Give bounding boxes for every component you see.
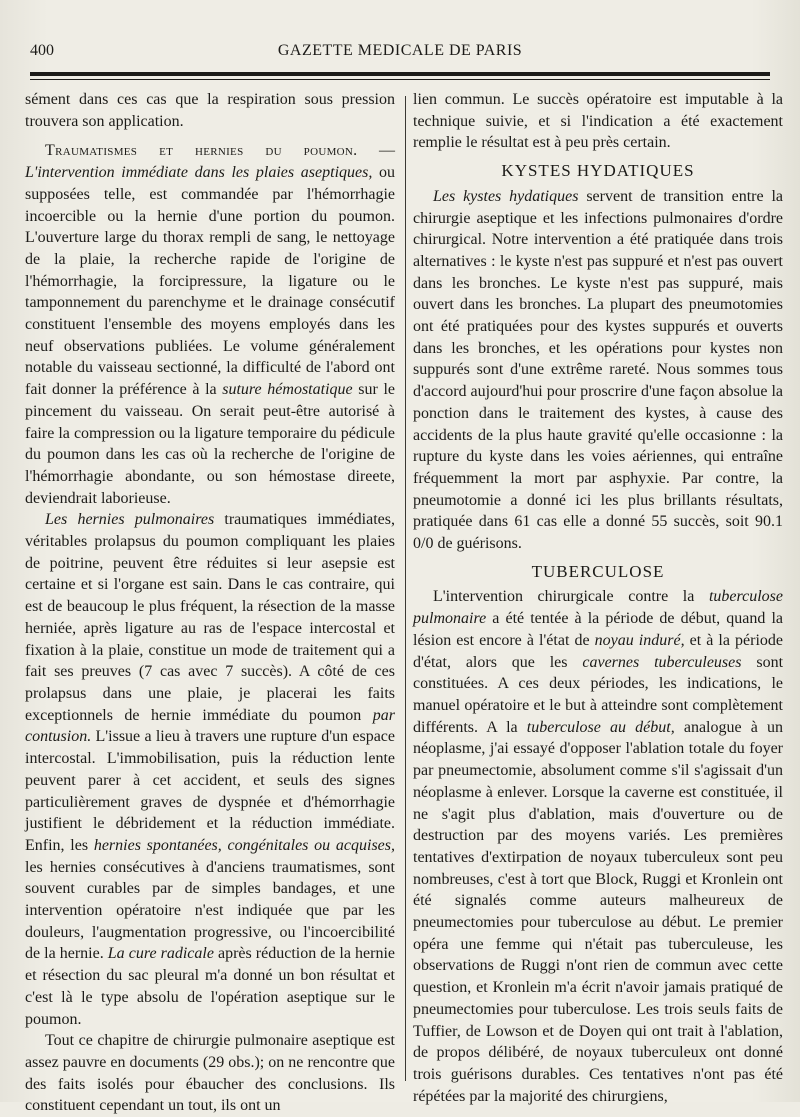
column-divider — [405, 96, 406, 1081]
italic-run: La cure radicale — [107, 945, 214, 963]
italic-run: L'intervention immédiate dans les plaies aseptiques, — [25, 164, 373, 182]
text-run: ou supposées telle, est commandée par l'hémorrhagie incoercible ou la hernie d'une portion du poumon. L'ouverture large du thorax rempli de sang, le nettoyage de la plaie, la recherche rapide de l'origine de l'hémorrhagie, la forcipressure, la ligature ou le tamponnement du parenchyme et le drainage consécutif constituent l'ensemble des moyens employés dans les neuf observations publiées. Le volume généralement notable du vaisseau sectionné, la difficulté de l'abord ont fait donner la préférence à la — [25, 164, 396, 399]
text-run: sont constituées. A ces deux périodes, les indications, le manuel opératoire et le but à atteindre sont complètement différents. A la — [413, 653, 784, 736]
italic-run: tuberculose pulmonaire — [413, 588, 783, 628]
text-run: analogue à un néoplasme, j'ai essayé d'opposer l'ablation totale du foyer par pneumectomie, absolument comme s'il s'agissait d'un néoplasme à enlever. Lorsque la caverne est constituée, il ne s'agit plus d'ablation, mais d'ouverture ou de destruction par des moyens variés. Les premières tentatives d'extirpation de noyaux tuberculeux sont peu nombreuses, c'est à tort que Block, Ruggi et Kronlein ont été signalés comme auteurs malheureux de pneumectomies pour tuberculose au début. Le premier opéra une femme qui n'était pas tuberculeuse, les observations de Ruggi n'ont rien de commun avec cette question, et Kronlein m'a écrit n'avoir jamais pratiqué de pneumectomies pour tuberculose. Les trois seuls faits de Tuffier, de Lowson et de Doyen qui ont trait à l'ablation, de propos délibéré, de noyaux tuberculeux ont donné trois guérisons durables. Ces tentatives n'ont pas été répétées par la majorité des chirurgiens, — [413, 718, 783, 1105]
paragraph-hernies — [25, 509, 395, 1030]
header-rule-thin — [30, 79, 770, 80]
right-column — [413, 89, 783, 1107]
header-rule-thick — [30, 72, 770, 76]
text-run: sément dans ces cas que la respiration sous pression trouvera son application. — [25, 91, 395, 130]
text-run: les hernies consécutives à d'anciens traumatismes, sont souvent curables par de simples bandages, et une intervention opératoire n'est indiquée que par les douleurs, l'augmentation progressive, ou l'incoercibilité de la hernie. — [25, 858, 395, 963]
paragraph-tuberculose — [413, 586, 783, 1107]
paragraph — [25, 1030, 395, 1117]
italic-run: cavernes tuberculeuses — [582, 653, 742, 671]
text-run: après réduction de la hernie et résection du sac pleural m'a donné un bon résultat et c'est là le type absolu de l'opération aseptique sur le poumon. — [25, 945, 395, 1028]
section-heading-tuberculose: TUBERCULOSE — [531, 561, 665, 581]
text-run: L'issue a lieu à travers une rupture d'un espace intercostal. L'immobilisation, puis la réduction lente peuvent parer à cet accident, et seuls des signes particulièrement graves de dyspnée et d'hémorrhagie justifient le débridement et la réduction immédiate. Enfin, les — [25, 728, 395, 854]
page-number: 400 — [30, 42, 54, 59]
paragraph — [25, 89, 395, 132]
italic-run: noyau induré, — [594, 631, 685, 649]
left-column — [25, 89, 395, 1117]
section-heading-kystes: KYSTES HYDATIQUES — [501, 161, 695, 181]
running-header — [0, 34, 800, 64]
text-run: a été tentée à la période de début, quand la lésion est encore à l'état de — [413, 610, 783, 649]
text-run: servent de transition entre la chirurgie aseptique et les infections pulmonaires d'ordre chirurgical. Notre intervention a été pratiquée dans trois alternatives : le kyste n'est pas suppuré et n'est pas ouvert dans les bronches. Le kyste n'est pas suppuré, mais ouvert dans les bronches. La plupart des pneumotomies ont été pratiquées pour des kystes suppurés et ouverts dans les bronches, et les opérations pour kystes non suppurés sont d'une extrême rareté. Nous sommes tous d'accord aujourd'hui pour proscrire d'une façon absolue la ponction dans le traitement des kystes, à cause des accidents de la plus haute gravité qu'elle occasionne : la rupture du kyste dans les voies aériennes, qui entraîne fréquemment la mort par asphyxie. Par contre, la pneumotomie a donné ici les plus brillants résultats, pratiquée dans 61 cas elle a donné 55 succès, soit 90.1 0/0 de guérisons. — [413, 187, 784, 553]
paragraph-kystes — [413, 186, 783, 555]
italic-run: tuberculose au début, — [526, 718, 675, 736]
text-run: sur le pincement du vaisseau. On serait peut-être autorisé à faire la compression ou la ligature temporaire du pédicule du poumon dans les cas où la recherche de l'origine de l'hémorrhagie abondante, ou son hémostase direete, deviendrait laborieuse. — [25, 381, 395, 507]
text-run: lien commun. Le succès opératoire est imputable à la technique suivie, et si l'indication a été exactement remplie le résultat est à peu près certain. — [413, 91, 783, 152]
italic-run: suture hémostatique — [222, 381, 353, 399]
text-run: L'intervention chirurgicale contre la — [433, 588, 709, 606]
text-run: et à la période d'état, alors que les — [413, 631, 784, 671]
italic-run: hernies spontanées, congénitales ou acquises, — [93, 836, 395, 854]
text-run: traumatiques immédiates, véritables prolapsus du poumon compliquant les plaies de poitrine, peuvent être réduites si leur asepsie est certaine et si l'organe est sain. Dans le cas contraire, qui est de beaucoup le plus fréquent, la résection de la masse herniée, après ligature au ras de l'espace intercostal et fixation à la plaie, constitue un mode de traitement qui a fait ses preuves (7 cas avec 7 succès). A côté de ces prolapsus dans une plaie, je placerai les faits exceptionnels de hernie immédiate du poumon — [25, 511, 395, 724]
italic-run: Les hernies pulmonaires — [45, 511, 215, 529]
journal-title: GAZETTE MEDICALE DE PARIS — [277, 42, 523, 59]
paragraph — [413, 89, 783, 154]
italic-run: par contusion. — [25, 706, 395, 746]
italic-run: Les kystes hydatiques — [433, 187, 579, 205]
paragraph-trauma — [25, 140, 395, 509]
text-run: Tout ce chapitre de chirurgie pulmonaire aseptique est assez pauvre en documents (29 obs.); on ne rencontre que des faits isolés pour ébaucher des conclusions. Ils constituent cependant un tout, ils ont un — [25, 1032, 395, 1115]
section-heading: Traumatismes et hernies du poumon. — [45, 142, 358, 160]
text-run: — — [357, 142, 395, 160]
